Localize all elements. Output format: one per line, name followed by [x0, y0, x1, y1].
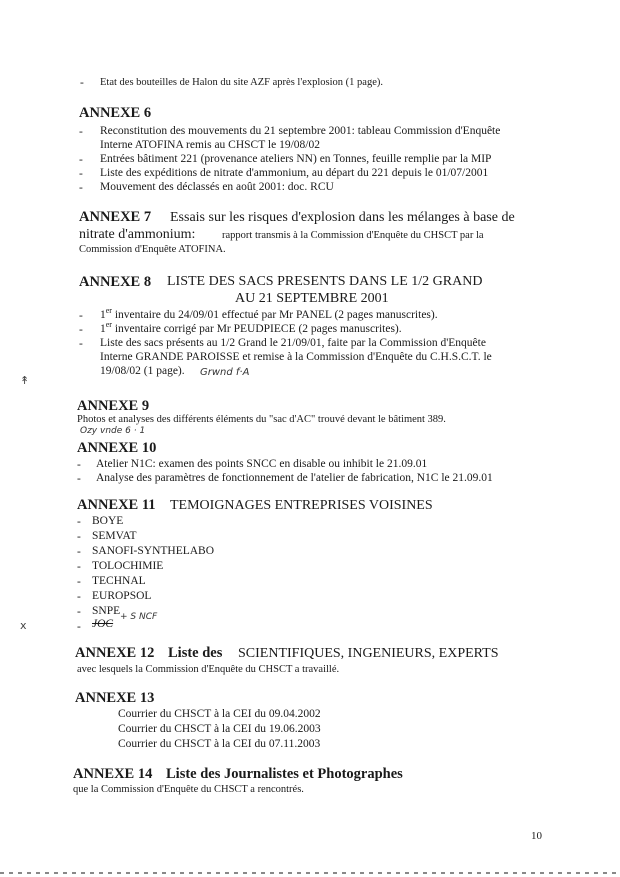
- annexe14-desc: que la Commission d'Enquête du CHSCT a rencontrés.: [73, 784, 304, 795]
- annexe7-desc: rapport transmis à la Commission d'Enquête du CHSCT par la: [222, 230, 484, 241]
- annexe6-item-2: Entrées bâtiment 221 (provenance ateliers NN) en Tonnes, feuille remplie par la MIP: [100, 153, 492, 165]
- annexe10-item-2: Analyse des paramètres de fonctionnement de l'atelier de fabrication, N1C le 21.09.01: [96, 472, 493, 484]
- annexe6-item-3: Liste des expéditions de nitrate d'ammonium, au départ du 221 depuis le 01/07/2001: [100, 167, 489, 179]
- annexe6-item-1-cont: Interne ATOFINA remis au CHSCT le 19/08/02: [100, 139, 320, 151]
- annexe13-item: Courrier du CHSCT à la CEI du 19.06.2003: [118, 723, 321, 735]
- annexe11-heading: TEMOIGNAGES ENTREPRISES VOISINES: [170, 498, 433, 513]
- annexe8-item-1: 1er inventaire du 24/09/01 effectué par Mr PANEL (2 pages manuscrites).: [100, 306, 438, 321]
- annexe7-title: ANNEXE 7: [79, 209, 152, 225]
- handwritten-note: + S NCF: [120, 612, 158, 622]
- scan-edge-dots: [0, 872, 620, 874]
- annexe11-item: EUROPSOL: [92, 590, 152, 602]
- annexe14-heading: Liste des Journalistes et Photographes: [166, 766, 403, 782]
- annexe12-desc: avec lesquels la Commission d'Enquête du CHSCT a travaillé.: [77, 664, 340, 675]
- annexe8-title: ANNEXE 8: [79, 274, 152, 290]
- annexe11-item: SANOFI-SYNTHELABO: [92, 545, 215, 557]
- bullet-dash: -: [79, 310, 83, 322]
- bullet-dash: -: [77, 561, 81, 573]
- margin-mark: ↟: [20, 374, 30, 387]
- annexe13-item: Courrier du CHSCT à la CEI du 07.11.2003: [118, 738, 321, 750]
- annexe8-item-3-cont2: 19/08/02 (1 page).: [100, 365, 185, 377]
- bullet-dash: -: [79, 324, 83, 336]
- annexe10-title: ANNEXE 10: [77, 440, 157, 456]
- annexe12-title: ANNEXE 12: [75, 645, 155, 661]
- annexe11-item: SNPE: [92, 605, 121, 617]
- handwritten-note: Ozy vnde 6 · 1: [80, 426, 146, 436]
- bullet-dash: -: [77, 516, 81, 528]
- annexe9-desc: Photos et analyses des différents éléments du "sac d'AC" trouvé devant le bâtiment 389.: [77, 414, 446, 425]
- annexe8-heading-cont: AU 21 SEPTEMBRE 2001: [235, 291, 389, 306]
- bullet-dash: -: [77, 546, 81, 558]
- bullet-dash: -: [77, 531, 81, 543]
- annexe11-item: TECHNAL: [92, 575, 146, 587]
- bullet-dash: -: [77, 473, 81, 485]
- handwritten-note: Grwnd f·A: [200, 367, 250, 378]
- annexe12-heading-bold: Liste des: [168, 645, 223, 661]
- bullet-dash: -: [79, 182, 83, 194]
- annexe12-heading: SCIENTIFIQUES, INGENIEURS, EXPERTS: [238, 646, 499, 661]
- halon-item: Etat des bouteilles de Halon du site AZF après l'explosion (1 page).: [100, 77, 383, 88]
- bullet-dash: -: [77, 621, 81, 633]
- annexe6-item-1: Reconstitution des mouvements du 21 septembre 2001: tableau Commission d'Enquête: [100, 125, 501, 137]
- annexe7-heading: Essais sur les risques d'explosion dans les mélanges à base de: [170, 210, 515, 225]
- annexe8-heading: LISTE DES SACS PRESENTS DANS LE 1/2 GRAND: [167, 274, 483, 289]
- annexe7-heading-cont: nitrate d'ammonium:: [79, 227, 196, 242]
- annexe9-title: ANNEXE 9: [77, 398, 150, 414]
- annexe11-item: TOLOCHIMIE: [92, 560, 164, 572]
- bullet-dash: -: [77, 576, 81, 588]
- bullet-dash: -: [77, 459, 81, 471]
- annexe6-item-4: Mouvement des déclassés en août 2001: doc. RCU: [100, 181, 334, 193]
- annexe13-title: ANNEXE 13: [75, 690, 155, 706]
- margin-mark: x: [20, 619, 27, 632]
- annexe8-item-3: Liste des sacs présents au 1/2 Grand le 21/09/01, faite par la Commission d'Enquête: [100, 337, 486, 349]
- annexe11-title: ANNEXE 11: [77, 497, 156, 513]
- annexe8-item-3-cont: Interne GRANDE PAROISSE et remise à la Commission d'Enquête du C.H.S.C.T. le: [100, 351, 492, 363]
- annexe11-item: BOYE: [92, 515, 124, 527]
- annexe11-item: SEMVAT: [92, 530, 137, 542]
- annexe11-item-struck: JOC: [92, 618, 114, 630]
- bullet-dash: -: [77, 606, 81, 618]
- bullet-dash: -: [77, 591, 81, 603]
- annexe13-item: Courrier du CHSCT à la CEI du 09.04.2002: [118, 708, 321, 720]
- annexe7-desc-cont: Commission d'Enquête ATOFINA.: [79, 244, 226, 255]
- bullet-dash: -: [79, 126, 83, 138]
- annexe14-title: ANNEXE 14: [73, 766, 153, 782]
- bullet-dash: -: [79, 338, 83, 350]
- annexe6-title: ANNEXE 6: [79, 105, 152, 121]
- annexe8-item-2: 1er inventaire corrigé par Mr PEUDPIECE (2 pages manuscrites).: [100, 320, 402, 335]
- bullet-dash: -: [80, 77, 84, 89]
- annexe10-item-1: Atelier N1C: examen des points SNCC en disable ou inhibit le 21.09.01: [96, 458, 428, 470]
- bullet-dash: -: [79, 154, 83, 166]
- page-number: 10: [531, 830, 542, 842]
- bullet-dash: -: [79, 168, 83, 180]
